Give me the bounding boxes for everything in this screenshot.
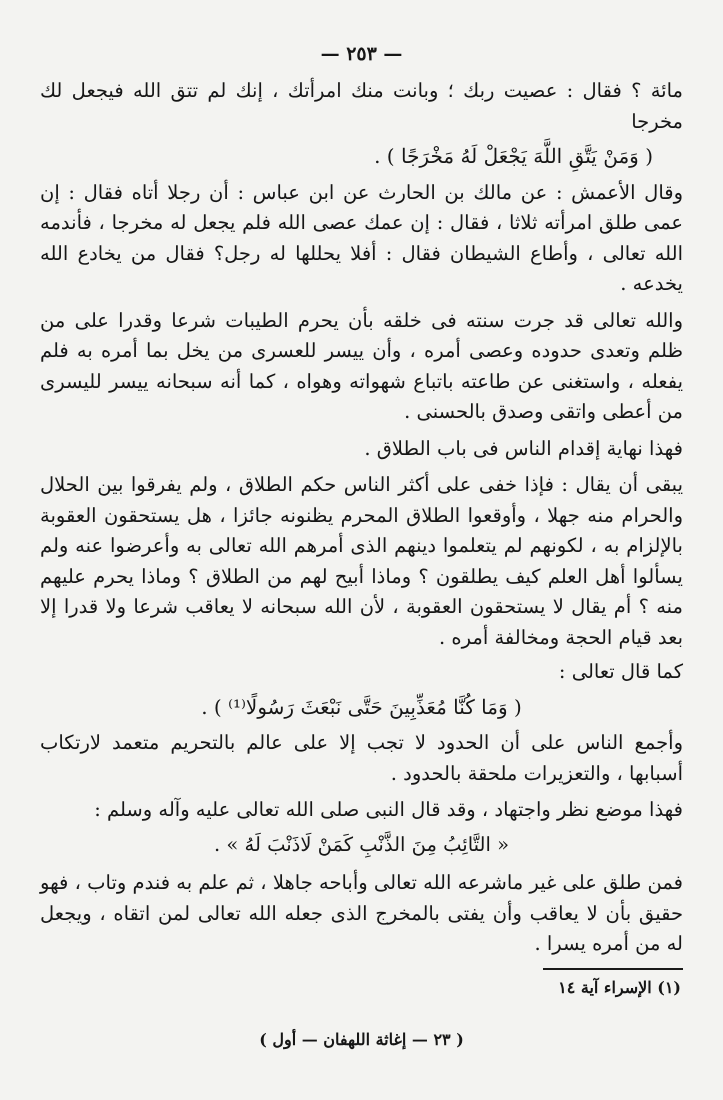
quran-verse-makhraja: ( وَمَنْ يَتَّقِ اللَّهَ يَجْعَلْ لَهُ مَخْرَجًا ) . — [374, 144, 653, 168]
paragraph-divine-law: والله تعالى قد جرت سنته فى خلقه بأن يحرم الطيبات شرعا وقدرا على من ظلم وتعدى حدوده وعصى أمره ، وأن ييسر للعسرى من يخل بما أمره به فلم يفعله ، واستغنى عن طاعته باتباع شهواته وهواه ، كما أنه سبحانه ييسر لليسرى من أعطى واتقى وصدق بالحسنى . — [40, 308, 683, 423]
page-number: — ٢٥٣ — — [320, 43, 403, 65]
paragraph-conclusion-talaq: فهذا نهاية إقدام الناس فى باب الطلاق . — [364, 436, 683, 460]
paragraph-question-ignorance: يبقى أن يقال : فإذا خفى على أكثر الناس حكم الطلاق ، ولم يفرقوا بين الحلال والحرام منه جهلا ، وأوقعوا الطلاق المحرم يظنونه جائزا ، هل يستحقون العقوبة بالإلزام به ، لكونهم لم يتعلموا دينهم الذى أمرهم الله تعالى به وأعرضوا عنه ولم يسألوا أهل العلم كيف يطلقون ؟ وماذا أبيح لهم من الطلاق ؟ وماذا يحرم عليهم منه ؟ أم يقال لا يستحقون العقوبة ، لأن الله سبحانه لا يعاقب شرعا ولا قدرا إلا بعد قيام الحجة ومخالفة أمره . — [40, 473, 683, 649]
footnote: (١) الإسراء آية ١٤ — [558, 978, 681, 997]
paragraph-repentant-divorcer: فمن طلق على غير ماشرعه الله تعالى وأباحه جاهلا ، ثم علم به فندم وتاب ، فهو حقيق بأن لا يعاقب وأن يفتى بالمخرج الذى جعله الله تعالى لمن اتقاه ، ويجعل له من أمره يسرا . — [40, 871, 683, 955]
body-text — [40, 76, 683, 960]
hadith-repentance: « التَّائِبُ مِنَ الذَّنْبِ كَمَنْ لَاذَنْبَ لَهُ » . — [213, 832, 510, 856]
footnote-divider — [543, 968, 683, 970]
paragraph-as-allah-said: كما قال تعالى : — [558, 660, 683, 683]
running-footer: ( ٢٣ — إغاثة اللهفان — أول ) — [259, 1030, 464, 1049]
paragraph-amash-narration: وقال الأعمش : عن مالك بن الحارث عن ابن عباس : أن رجلا أتاه فقال : إن عمى طلق امرأته ثلاثا ، فقال : إن عمك عصى الله فلم يجعل له مخرجا ، فأندمه الله تعالى ، وأطاع الشيطان فقال : أفلا يحللها له رجل؟ فقال من يخادع الله يخدعه . — [40, 180, 683, 295]
quran-verse-isra: ( وَمَا كُنَّا مُعَذِّبِينَ حَتَّى نَبْعَثَ رَسُولًا⁽¹⁾ ) . — [201, 694, 522, 719]
paragraph-fatwa-answer: مائة ؟ فقال : عصيت ربك ؛ وبانت منك امرأتك ، إنك لم تتق الله فيجعل لك مخرجا — [40, 79, 683, 133]
paragraph-ijtihad: فهذا موضع نظر واجتهاد ، وقد قال النبى صلى الله تعالى عليه وآله وسلم : — [94, 798, 683, 821]
paragraph-consensus-hudud: وأجمع الناس على أن الحدود لا تجب إلا على عالم بالتحريم متعمد لارتكاب أسبابها ، والتعزيرات ملحقة بالحدود . — [40, 731, 683, 785]
